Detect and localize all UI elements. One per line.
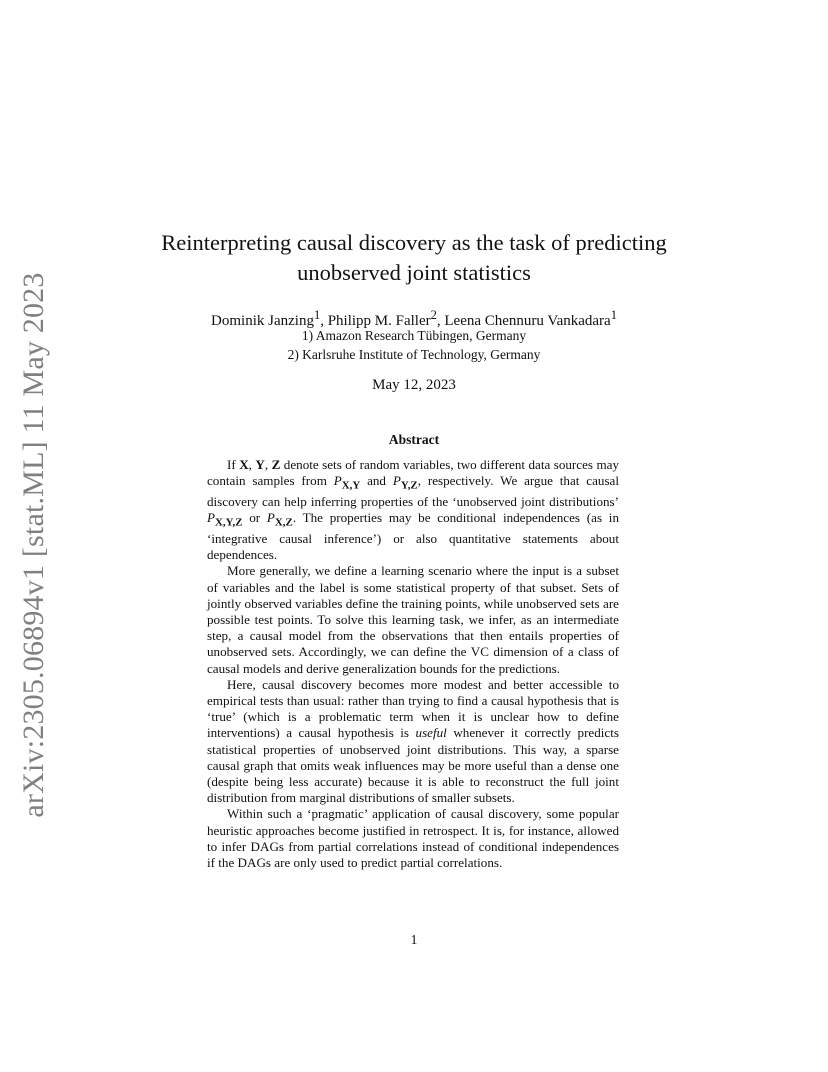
author-name: Philipp M. Faller [327, 313, 431, 329]
abstract-paragraph: More generally, we define a learning scenario where the input is a subset of variables and the label is some statistical property of that subset. Sets of jointly observed variables define the training points, while unobserved sets are possible test points. To solve this learning task, we infer, as an intermediate step, a causal model from the observations that then entails properties of unobserved sets. Accordingly, we can define the VC dimension of a class of causal models and derive generalization bounds for the predictions. [207, 563, 619, 676]
math-symbol: P [266, 510, 275, 526]
affiliation: 2) Karlsruhe Institute of Technology, Germany [287, 347, 541, 362]
math-symbol: P [207, 510, 215, 526]
math-symbol: P [333, 473, 342, 489]
abstract-paragraph: Here, causal discovery becomes more modest and better accessible to empirical tests than usual: rather than trying to find a causal hypothesis that is ‘true’ (which is a problematic term when it is unclear how to define interventions) a causal hypothesis is useful whenever it correctly predicts statistical properties of unobserved joint distributions. This way, a sparse causal graph that omits weak influences may be more useful than a dense one (despite being less accurate) because it is able to reconstruct the full joint distribution from marginal distributions of smaller subsets. [207, 676, 619, 806]
abstract-body [207, 457, 619, 871]
author-list: Dominik Janzing$^1$, Philipp M. Faller$^2$, Leena Chennuru Vankadara$^1$ [211, 308, 617, 329]
page-number: 1 [410, 933, 418, 948]
affiliation: 1) Amazon Research Tübingen, Germany [301, 328, 527, 343]
math-subscript: Y,Z [400, 479, 418, 492]
emphasis: useful [415, 725, 447, 741]
math-symbol: P [392, 473, 401, 489]
abstract-paragraph: Within such a ‘pragmatic’ application of causal discovery, some popular heuristic approaches become justified in retrospect. It is, for instance, allowed to infer DAGs from partial correlations instead of conditional independences if the DAGs are only used to predict partial correlations. [207, 806, 619, 871]
abstract-paragraph: If X, Y, Z denote sets of random variables, two different data sources may contain samples from $P_{X,Y}$ and $P_{Y,Z}$, respectively. We argue that causal discovery can help inferring properties of the ‘unobserved joint distributions’ $P_{X,Y,Z}$ or $P_{X,Z}$. The properties may be conditional independences (as in ‘integrative causal inference’) or also quantitative statements about dependences. [207, 457, 620, 563]
author-affiliation-mark: 1 [313, 308, 321, 322]
author-name: Dominik Janzing [211, 313, 314, 329]
arxiv-identifier-sidebar [10, 272, 58, 818]
math-subscript: X,Z [274, 516, 293, 529]
math-symbol: X [239, 457, 249, 472]
abstract-heading: Abstract [388, 432, 440, 447]
author-name: Leena Chennuru Vankadara [444, 313, 611, 329]
publication-date: May 12, 2023 [372, 377, 456, 393]
author-affiliation-mark: 2 [430, 308, 437, 322]
paper-title: Reinterpreting causal discovery as the task of predicting unobserved joint statistics [161, 230, 667, 285]
math-symbol: Z [271, 457, 281, 472]
math-subscript: X,Y,Z [215, 516, 243, 529]
arxiv-identifier: arXiv:2305.06894v1 [stat.ML] 11 May 2023 [17, 272, 50, 818]
math-symbol: Y [255, 457, 265, 472]
math-subscript: X,Y [341, 479, 361, 492]
author-affiliation-mark: 1 [610, 308, 617, 322]
